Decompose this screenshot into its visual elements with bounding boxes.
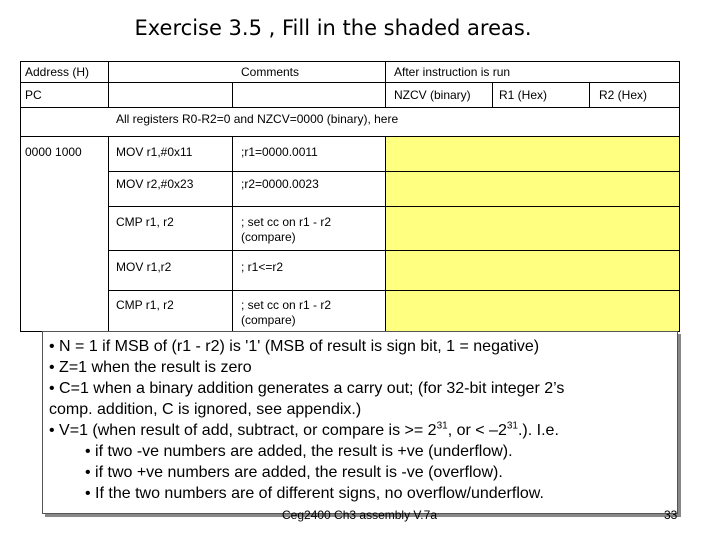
header-nzcv: NZCV (binary) bbox=[394, 88, 471, 102]
note-z-flag: • Z=1 when the result is zero bbox=[49, 359, 252, 376]
note-v-exponent1: 31 bbox=[436, 420, 448, 432]
header-address: Address (H) bbox=[25, 65, 90, 79]
comment-3-line1: ; set cc on r1 - r2 bbox=[241, 215, 332, 229]
instruction-4: MOV r1,r2 bbox=[116, 260, 172, 274]
page-number: 33 bbox=[664, 508, 678, 522]
note-different-signs: • If the two numbers are of different signs, no overflow/underflow. bbox=[85, 485, 544, 502]
note-v-part3: .). I.e. bbox=[517, 422, 559, 439]
header-r2: R2 (Hex) bbox=[599, 88, 648, 102]
comment-3-line2: (compare) bbox=[241, 230, 296, 244]
comment-5-line2: (compare) bbox=[241, 313, 296, 327]
header-pc: PC bbox=[25, 88, 42, 102]
header-after-instruction: After instruction is run bbox=[394, 65, 511, 79]
header-comments: Comments bbox=[241, 65, 300, 79]
comment-1: ;r1=0000.0011 bbox=[241, 145, 318, 159]
note-v-flag bbox=[49, 420, 671, 441]
flags-explanation-box bbox=[42, 331, 678, 514]
note-c-flag-line1: • C=1 when a binary addition generates a carry out; (for 32-bit integer 2’s bbox=[49, 380, 565, 397]
initial-state-note: All registers R0-R2=0 and NZCV=0000 (binary), here bbox=[116, 112, 399, 126]
instruction-5: CMP r1, r2 bbox=[116, 298, 174, 312]
note-v-part2: , or < –2 bbox=[447, 422, 507, 439]
footer-course: Ceg2400 Ch3 assembly V.7a bbox=[282, 508, 437, 522]
slide-title: Exercise 3.5 , Fill in the shaded areas. bbox=[134, 16, 532, 40]
note-c-flag-line2: comp. addition, C is ignored, see appendix.) bbox=[49, 401, 362, 418]
note-overflow: • if two +ve numbers are added, the result is -ve (overflow). bbox=[85, 464, 503, 481]
start-address: 0000 1000 bbox=[25, 145, 82, 159]
note-v-exponent2: 31 bbox=[506, 420, 518, 432]
note-n-flag: • N = 1 if MSB of (r1 - r2) is '1' (MSB of result is sign bit, 1 = negative) bbox=[49, 338, 540, 355]
comment-4: ; r1<=r2 bbox=[241, 260, 284, 274]
note-v-part1: • V=1 (when result of add, subtract, or compare is >= 2 bbox=[49, 422, 437, 439]
comment-5-line1: ; set cc on r1 - r2 bbox=[241, 298, 332, 312]
header-r1: R1 (Hex) bbox=[499, 88, 548, 102]
instruction-3: CMP r1, r2 bbox=[116, 215, 174, 229]
note-underflow: • if two -ve numbers are added, the result is +ve (underflow). bbox=[85, 443, 513, 460]
comment-2: ;r2=0000.0023 bbox=[241, 177, 319, 191]
instruction-2: MOV r2,#0x23 bbox=[116, 177, 194, 191]
instruction-1: MOV r1,#0x11 bbox=[116, 145, 193, 159]
